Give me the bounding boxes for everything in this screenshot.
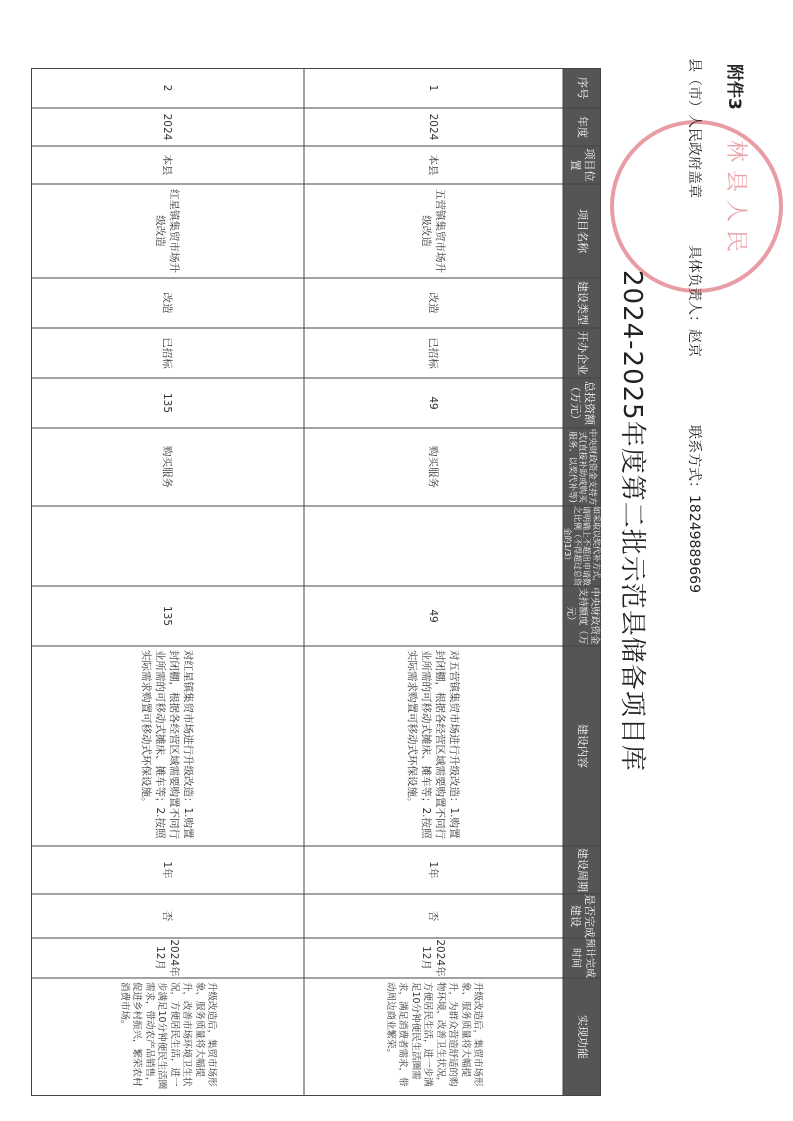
row2-build-type: 改造 — [161, 292, 174, 314]
header-year: 年度 — [576, 116, 589, 138]
row2-no: 2 — [161, 84, 174, 92]
attachment-label: 附件3 — [724, 64, 744, 110]
row2-project-name: 红星镇集贸市场升级改造 — [154, 189, 181, 273]
county-seal-label: 县（市）人民政府盖章 — [686, 58, 702, 198]
row2-content: 对红星镇集贸市场进行升级改造：1.购置封闭棚，根据各经营区域需要购置不同行业所需的可移动式摊床、摊车等；2.按照实际需求购置可移动式环保设施。 — [140, 650, 195, 839]
row1-build-type: 改造 — [427, 292, 440, 314]
row1-period: 1年 — [427, 861, 440, 879]
row1-function: 升级改造后，集贸市场形象、服务质量将大幅提升，为群众营造舒适的购物环境，改善卫生状况，方便居民生活，进一步满足10分钟便民生活圈需求，满足消费者需求，带动周边商业繁荣。 — [385, 982, 484, 1087]
header-support-method: 中央财政资金支持方式(直接补助或购买服务、以奖代补等) — [567, 428, 597, 506]
header-function: 实现功能 — [576, 1015, 589, 1059]
row2-investment: 135 — [161, 392, 174, 414]
row1-location: 本县 — [427, 154, 440, 176]
row2-support-method: 购买服务 — [161, 446, 174, 488]
document-title: 2024-2025年度第二批示范县储备项目库 — [617, 270, 647, 772]
row1-no: 1 — [427, 84, 440, 92]
row1-finish-time: 2024年12月 — [420, 939, 447, 977]
header-no: 序号 — [576, 77, 589, 99]
row1-support-method: 购买服务 — [427, 446, 440, 488]
row2-completed: 否 — [161, 910, 174, 922]
row2-enterprise: 已招标 — [161, 337, 174, 369]
header-project-name: 项目名称 — [576, 209, 589, 253]
row2-support-amount: 135 — [161, 605, 174, 627]
project-table — [31, 68, 601, 1096]
row1-project-name: 五营镇集贸市场升级改造 — [420, 189, 447, 273]
row2-year: 2024 — [161, 113, 174, 141]
header-finish-time: 预计完成时间 — [570, 938, 595, 978]
row1-content: 对五营镇集贸市场进行升级改造：1.购置封闭棚，根据各经营区域需要购置不同行业所需的可移动式摊床、摊车等；2.按照实际需求购置可移动式环保设施。 — [406, 650, 461, 839]
row2-award-ratio — [31, 506, 304, 586]
header-location: 项目位置 — [569, 148, 596, 182]
seal-text: 林县人民 — [723, 140, 748, 261]
header-enterprise: 开办企业 — [576, 331, 589, 375]
header-support-amount: 中央财政资金支持额度（万元） — [565, 587, 600, 645]
row2-location: 本县 — [161, 154, 174, 176]
responsible-person: 具体负责人：赵京 — [686, 245, 702, 357]
contact-info: 联系方式：18249889669 — [686, 425, 702, 593]
row1-support-amount: 49 — [427, 609, 440, 623]
header-completed: 是否完成建设 — [569, 894, 596, 938]
row1-year: 2024 — [427, 113, 440, 141]
header-total-investment: 总投资额（万元） — [569, 381, 596, 425]
header-build-type: 建设类型 — [576, 281, 589, 325]
header-period: 建设周期 — [576, 848, 589, 892]
row1-completed: 否 — [427, 910, 440, 922]
row2-function: 升级改造后，集贸市场形象、服务质量将大幅提升，改善市场环境卫生状况，方便居民生活，进一步满足10分钟便民生活圈需求，带动农产品销售，促进乡村振兴，繁荣农村消费市场。 — [119, 982, 218, 1090]
header-content: 建设内容 — [576, 724, 589, 768]
row2-finish-time: 2024年12月 — [154, 939, 181, 977]
row1-investment: 49 — [427, 396, 440, 410]
row2-period: 1年 — [161, 861, 174, 879]
header-award-ratio: 如采取以奖代补方式，请明确上不超出申请数之比例（不得超过总资金的1/3） — [563, 506, 601, 586]
row1-enterprise: 已招标 — [427, 337, 440, 369]
row1-award-ratio — [304, 506, 563, 586]
